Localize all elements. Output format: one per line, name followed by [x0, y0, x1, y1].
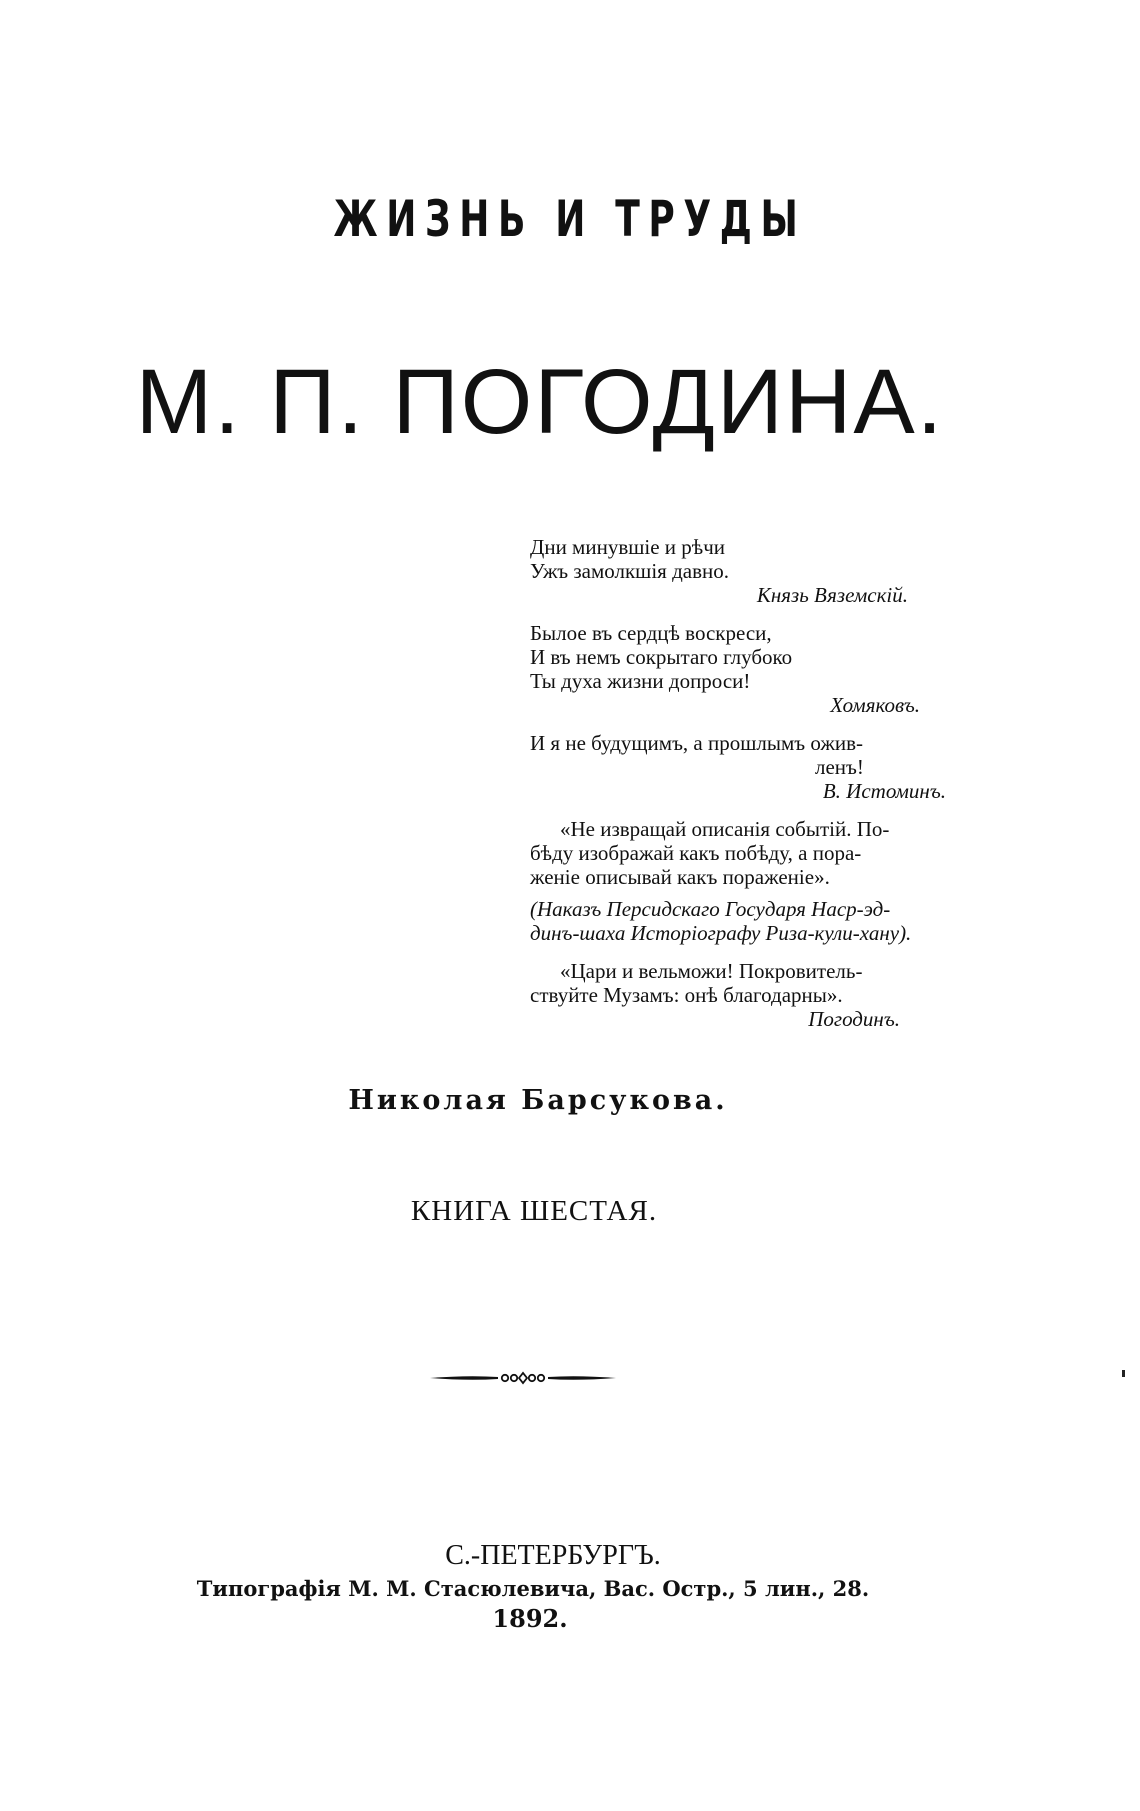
- epigraph-author: Погодинъ.: [808, 1007, 900, 1031]
- imprint-year: 1892.: [492, 1604, 568, 1633]
- author-name: Николая Барсукова.: [348, 1085, 728, 1116]
- epigraph-khomyakov: [530, 621, 960, 717]
- title-top: ЖИЗНЬ И ТРУДЫ: [333, 190, 807, 248]
- ornament-divider: [428, 1366, 618, 1390]
- epigraph-line: ствуйте Музамъ: онѣ благодарны».: [530, 983, 843, 1007]
- epigraph-line: Ты духа жизни допроси!: [530, 669, 751, 693]
- epigraph-line: И я не будущимъ, а прошлымъ ожив-: [530, 731, 864, 755]
- epigraph-line: Былое въ сердцѣ воскреси,: [530, 621, 772, 645]
- epigraph-line: Ужъ замолкшія давно.: [530, 559, 729, 583]
- epigraph-line: И въ немъ сокрытаго глубоко: [530, 645, 793, 669]
- imprint-city: С.-ПЕТЕРБУРГЪ.: [445, 1540, 661, 1571]
- imprint-press: Типографія М. М. Стасюлевича, Вас. Остр., 5 лин., 28.: [196, 1576, 870, 1601]
- epigraph-source-line: (Наказъ Персидскаго Государя Наср-эд-: [530, 897, 891, 921]
- epigraph-author: Хомяковъ.: [830, 693, 920, 717]
- book-number: КНИГА ШЕСТАЯ.: [410, 1195, 658, 1227]
- epigraph-line: бѣду изображай какъ побѣду, а пора-: [530, 841, 862, 865]
- epigraph-line: ленъ!: [815, 755, 864, 779]
- epigraphs: [530, 535, 960, 1031]
- epigraph-author: В. Истоминъ.: [822, 779, 946, 803]
- epigraph-source-line: динъ-шаха Исторіографу Риза-кули-хану).: [530, 921, 912, 945]
- print-speck: [1122, 1370, 1125, 1377]
- epigraph-vyazemsky: [530, 535, 960, 607]
- title-main: М. П. ПОГОДИНА.: [135, 351, 945, 453]
- epigraph-line: «Не извращай описанія событій. По-: [560, 817, 890, 841]
- epigraph-istomin: [530, 731, 960, 803]
- epigraph-pogodin: [530, 959, 960, 1031]
- epigraph-line: Дни минувшіе и рѣчи: [530, 535, 725, 559]
- epigraph-line: женіе описывай какъ пораженіе».: [530, 865, 830, 889]
- epigraph-line: «Цари и вельможи! Покровитель-: [560, 959, 863, 983]
- epigraph-author: Князь Вяземскій.: [756, 583, 908, 607]
- epigraph-nasreddin: [530, 817, 960, 945]
